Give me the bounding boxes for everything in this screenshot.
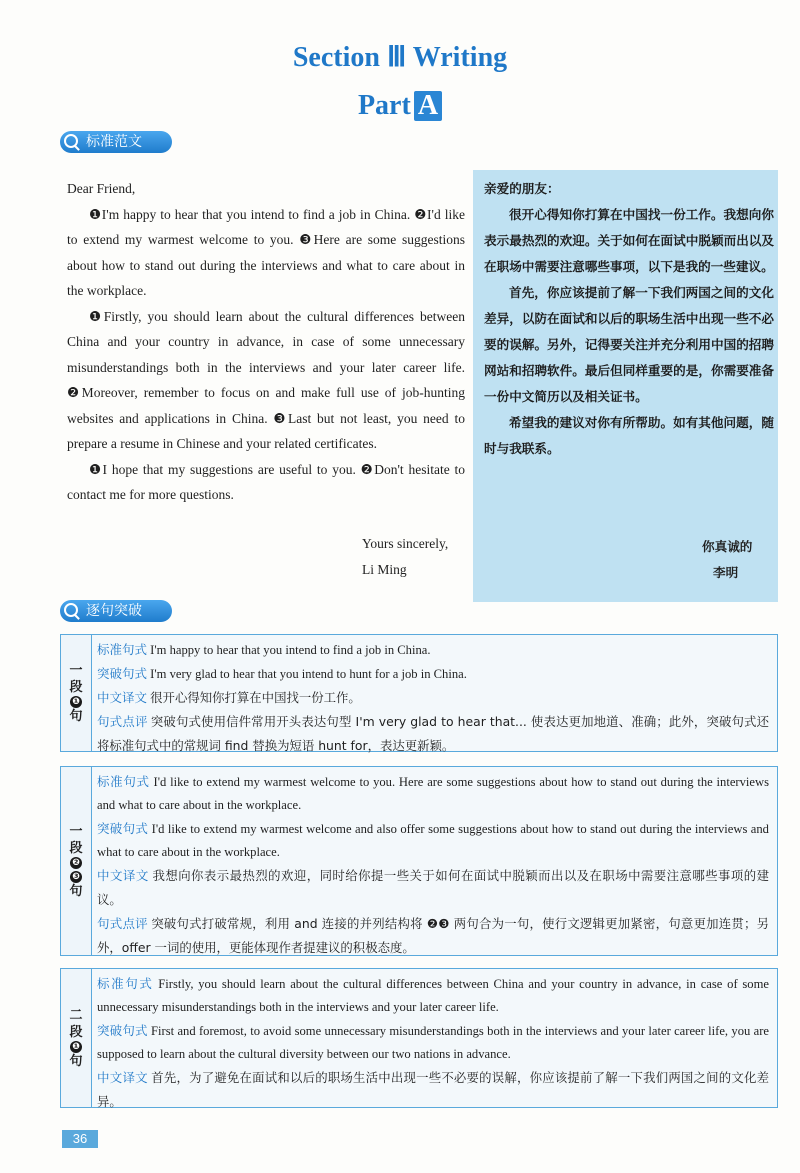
letter-paragraph-1: ❶I'm happy to hear that you intend to find a job in China. ❷I'd like to extend my warmest welcome to you. ❸Here are some suggestions about how to stand out during the interviews and what to care about in the workplace.: [67, 206, 465, 298]
side-char: 句: [69, 883, 83, 899]
standard-sentence: I'm happy to hear that you intend to find a job in China.: [150, 643, 431, 657]
side-number: ❸: [70, 871, 82, 883]
translation-paragraph-1: 很开心得知你打算在中国找一份工作。我想向你表示最热烈的欢迎。关于如何在面试中脱颖而出以及在职场中需要注意哪些事项，以下是我的一些建议。: [484, 207, 774, 274]
letter-greeting: Dear Friend,: [67, 181, 136, 196]
part-letter-badge: A: [414, 91, 442, 121]
box-3-side-label: [61, 969, 92, 1107]
side-number: ❷: [70, 857, 82, 869]
box-2-side-label: [61, 767, 92, 955]
sentence-breakthrough-pill: [60, 600, 172, 622]
comment-label: 句式点评: [97, 916, 148, 931]
part-title: [0, 90, 800, 122]
model-essay-label: 标准范文: [86, 134, 142, 150]
side-char: 段: [69, 840, 83, 856]
side-char: 句: [69, 1053, 83, 1069]
translation-signature: 李明: [713, 565, 739, 580]
translation-closing: 你真诚的: [702, 539, 753, 554]
letter-paragraph-2: ❶Firstly, you should learn about the cultural differences between China and your country in advance, in case of some unnecessary misunderstandings both in the interviews and your later career life. ❷Moreover, remember to focus on and make full use of job-hunting websites and applications in China. ❸Last but not least, you need to prepare a resume in Chinese and your related certificates.: [67, 308, 465, 451]
translation-label: 中文译文: [97, 868, 149, 883]
breakthrough-label: 突破句式: [97, 1023, 148, 1038]
letter-closing: Yours sincerely,: [362, 536, 449, 551]
page-number: 36: [62, 1130, 98, 1148]
side-number: ❶: [70, 696, 82, 708]
side-char: 一: [69, 823, 83, 839]
model-essay-pill: [60, 131, 172, 153]
standard-label: 标准句式: [97, 642, 148, 657]
translation-label: 中文译文: [97, 1070, 148, 1085]
box-2-content: [97, 770, 769, 960]
letter-signature: Li Ming: [362, 562, 407, 577]
translation-sentence: 我想向你表示最热烈的欢迎，同时给你提一些关于如何在面试中脱颖而出以及在职场中需要注意哪些事项的建议。: [97, 868, 769, 907]
side-char: 段: [69, 679, 83, 695]
side-char: 段: [69, 1024, 83, 1040]
analysis-box-3: [60, 968, 778, 1108]
chinese-translation: [484, 176, 774, 462]
standard-label: 标准句式: [97, 774, 150, 789]
comment-text: 突破句式打破常规，利用 and 连接的并列结构将 ❷❸ 两句合为一句，使行文逻辑更加紧密，句意更加连贯；另外，offer 一词的使用，更能体现作者提建议的积极态度。: [97, 916, 769, 955]
magnifier-icon: [64, 603, 78, 617]
standard-sentence: Firstly, you should learn about the cultural differences between China and your country in advance, in case of some unnecessary misunderstandings both in the interviews and your later career life.: [97, 977, 769, 1014]
box-1-content: [97, 638, 769, 758]
breakthrough-sentence: First and foremost, to avoid some unnecessary misunderstandings both in the interviews and your later career life, you are supposed to learn about the cultural diversity between our two nations in advance.: [97, 1024, 769, 1061]
section-title: Section Ⅲ Writing: [292, 42, 508, 73]
translation-sentence: 很开心得知你打算在中国找一份工作。: [150, 690, 361, 705]
box-3-content: [97, 972, 769, 1114]
part-label: Part: [357, 90, 411, 121]
comment-text: 突破句式使用信件常用开头表达句型 I'm very glad to hear that... 使表达更加地道、准确；此外，突破句式还将标准句式中的常规词 find 替换为短语 hunt for，表达更新颖。: [97, 714, 769, 753]
side-char: 句: [69, 708, 83, 724]
box-1-side-label: [61, 635, 92, 751]
english-letter: [67, 176, 465, 508]
breakthrough-label: 突破句式: [97, 666, 148, 681]
magnifier-icon: [64, 134, 78, 148]
translation-greeting: 亲爱的朋友：: [484, 181, 560, 196]
standard-label: 标准句式: [97, 976, 154, 991]
standard-sentence: I'd like to extend my warmest welcome to you. Here are some suggestions about how to stand out during the interviews and what to care about in the workplace.: [97, 775, 769, 812]
breakthrough-label: 突破句式: [97, 821, 149, 836]
letter-paragraph-3: ❶I hope that my suggestions are useful to you. ❷Don't hesitate to contact me for more questions.: [67, 461, 465, 502]
translation-paragraph-3: 希望我的建议对你有所帮助。如有其他问题，随时与我联系。: [484, 415, 774, 456]
translation-paragraph-2: 首先，你应该提前了解一下我们两国之间的文化差异，以防在面试和以后的职场生活中出现一些不必要的误解。另外，记得要关注并充分利用中国的招聘网站和招聘软件。最后但同样重要的是，你需要准备一份中文简历以及相关证书。: [484, 285, 774, 404]
translation-label: 中文译文: [97, 690, 148, 705]
side-char: 一: [69, 662, 83, 678]
translation-sentence: 首先，为了避免在面试和以后的职场生活中出现一些不必要的误解，你应该提前了解一下我们两国之间的文化差异。: [97, 1070, 769, 1109]
comment-label: 句式点评: [97, 714, 148, 729]
analysis-box-1: [60, 634, 778, 752]
sentence-breakthrough-label: 逐句突破: [86, 603, 142, 619]
side-char: 二: [69, 1007, 83, 1023]
breakthrough-sentence: I'm very glad to hear that you intend to hunt for a job in China.: [150, 667, 467, 681]
breakthrough-sentence: I'd like to extend my warmest welcome and also offer some suggestions about how to stand out during the interviews and what to care about in the workplace.: [97, 822, 769, 859]
side-number: ❶: [70, 1041, 82, 1053]
analysis-box-2: [60, 766, 778, 956]
